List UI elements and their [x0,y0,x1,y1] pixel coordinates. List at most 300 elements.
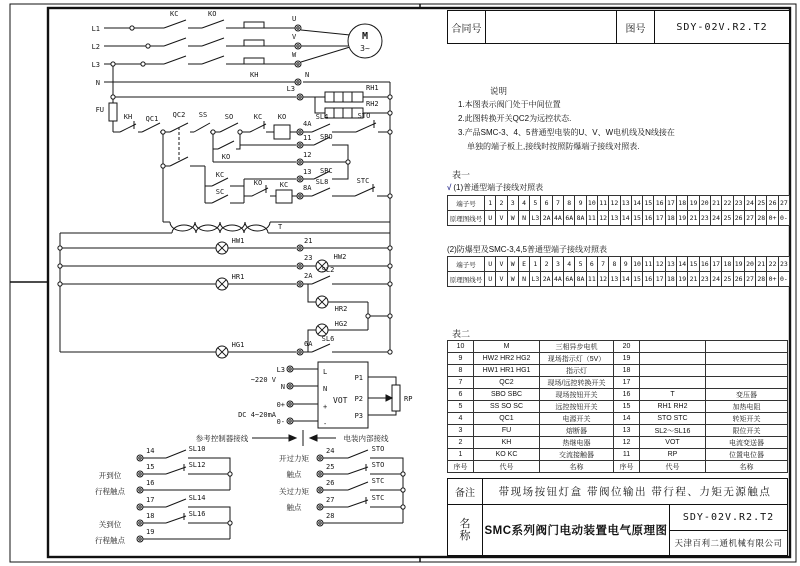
wire-label: DC 4~20mA [238,411,276,419]
drawing-no-value: SDY-02V.R2.T2 [676,21,768,33]
table-row [448,353,788,365]
transformer-label: T [278,223,283,231]
wire-label: STC [356,177,370,185]
table-cell: 14 [621,211,632,226]
table-cell: 9 [575,196,586,211]
table-cell: 19 [734,257,745,272]
table-cell: 代号 [640,461,706,473]
table-cell [640,353,706,365]
table-cell: 13 [621,196,632,211]
table-cell [640,341,706,353]
wire-label: 0- [276,418,285,426]
table-cell: U [485,272,496,287]
wire-label: SL4 [315,113,329,121]
wire-label: SL16 [188,510,206,518]
table-cell: 23 [700,272,711,287]
table-cell: 指示灯 [540,365,614,377]
table-cell: 28 [756,272,767,287]
table-cell: 3 [553,257,564,272]
table-cell: 原理图线号 [448,272,485,287]
internal-wiring-label: 电装内部接线 [343,434,389,443]
vot-label: VOT [333,396,348,405]
table-cell: SL2～SL16 [640,425,706,437]
wire-label: RH2 [366,100,379,108]
wire-label: N [95,79,100,87]
table-cell: 现场按钮开关 [540,389,614,401]
kh-heater-icon [244,58,264,64]
table-row [448,377,788,389]
table-cell: 28 [756,211,767,226]
wire-label: 25 [326,463,335,471]
table-cell: 0+ [767,272,778,287]
table-cell: 0- [779,211,790,226]
table-cell: 21 [756,257,767,272]
lamp-hr1 [216,278,228,290]
table-cell: U [485,211,496,226]
table-cell: 14 [632,196,643,211]
table-cell: 转矩开关 [706,413,788,425]
notes-heading: 说明 [490,86,508,96]
wire-label: RP [404,395,413,403]
wire-label: 26 [326,479,335,487]
wire-label: SO [224,113,234,121]
table-cell [640,377,706,389]
table-cell: 11 [587,211,598,226]
table-cell: 25 [722,211,733,226]
table-cell: 12 [609,196,620,211]
table-cell: 27 [779,196,790,211]
table-cell: 2 [448,437,474,449]
open-limit-label: 开到位 [98,471,122,480]
table-cell: 13 [609,272,620,287]
table-cell: 6 [587,257,598,272]
table-cell: 3 [448,425,474,437]
table-cell: 6 [448,389,474,401]
table-cell: 26 [767,196,778,211]
table-cell: 11 [598,196,609,211]
table-cell [706,365,788,377]
wire-label: 2A [304,272,313,280]
table-cell: KO KC [474,449,540,461]
wire-label: L3 [91,61,100,69]
table-cell: RP [640,449,706,461]
table-cell: 变压器 [706,389,788,401]
boundary-arrow-right [289,435,296,441]
wire-label: SL10 [188,445,206,453]
vot-pin-label: N [323,385,328,393]
table-cell: SBO SBC [474,389,540,401]
table-cell [640,365,706,377]
wire-label: SBO [320,133,333,141]
table-cell: 27 [745,272,756,287]
wire-label: 21 [304,237,313,245]
table-cell: 现场指示灯（5V） [540,353,614,365]
table-cell: 17 [654,272,665,287]
sub2-title-text: (2)防爆型及SMC-3,4,5普通型端子接线对照表 [447,245,608,254]
table-cell [706,341,788,353]
table-cell: 8A [575,211,586,226]
table-cell: 15 [632,211,643,226]
boundary-arrow-left [310,435,317,441]
table-cell: 电源开关 [540,413,614,425]
table-cell: 原理图线号 [448,211,485,226]
wire-label: RH1 [366,84,379,92]
table-cell: 0- [779,272,790,287]
table-cell: N [519,272,530,287]
external-wiring-label: 参考控制器接线 [195,434,249,443]
table-cell: 序号 [448,461,474,473]
table-cell: 23 [700,211,711,226]
wire-label: 13 [303,168,312,176]
wire-label: 19 [146,528,155,536]
wire-label: 4A [303,120,312,128]
remark-text: 带现场按钮灯盒 带阀位输出 带行程、力矩无源触点 [498,486,772,498]
wire-label: QC1 [145,115,159,123]
note-line: 1.本图表示阀门处于中间位置 [458,100,561,109]
wire-label: 18 [146,512,155,520]
table-row [448,341,788,353]
close-torque-label: 关过力矩 [279,487,309,496]
wire-label: HW2 [333,253,347,261]
table-cell: 13 [666,257,677,272]
table-cell: SS SO SC [474,401,540,413]
wire-label: KH [250,71,259,79]
table-row [448,437,788,449]
notes-block [458,84,788,154]
table-cell: 17 [654,211,665,226]
table-cell: 11 [587,272,598,287]
table-cell: 4 [564,257,575,272]
wire-label: 23 [304,254,313,262]
table-cell: 名称 [706,461,788,473]
transformer-secondary [172,225,268,233]
wire-label: L2 [91,43,100,51]
wire-label: STO [371,461,385,469]
remark-label: 备注 [448,479,483,504]
wire-label: 11 [303,134,312,142]
wire-label: HR2 [334,305,348,313]
table-cell: 16 [643,211,654,226]
wire-label: V [292,33,297,41]
table-cell: 10 [587,196,598,211]
circuit-labels [92,10,413,545]
wire-label: KO [221,153,231,161]
table-cell: 2A [541,272,552,287]
wire-label: QC2 [172,111,186,119]
table-cell: 16 [643,272,654,287]
name-block [447,505,788,556]
table-cell: 14 [677,257,688,272]
wire-label: 24 [326,447,335,455]
lamp-hg1 [216,346,228,358]
table-cell: 26 [734,272,745,287]
note-line: 2.此图转换开关QC2为远控状态. [458,114,572,123]
table-cell: 8 [564,196,575,211]
contract-no-label: 合同号 [448,11,486,43]
wire-label: 8A [303,184,312,192]
table-cell: 3 [508,196,519,211]
wire-label: L1 [91,25,100,33]
table-cell: HW1 HR1 HG1 [474,365,540,377]
wire-label: 0+ [276,401,285,409]
table-cell: 加热电阻 [706,401,788,413]
lamp-hr2 [316,296,328,308]
wire-label: KO [277,113,287,121]
table-cell: U [485,257,496,272]
table-cell: 19 [688,196,699,211]
table-cell: 端子号 [448,196,485,211]
table-cell: 10 [448,341,474,353]
table-cell: KH [474,437,540,449]
table-cell: 名称 [540,461,614,473]
wire-label: SL6 [321,335,335,343]
table-cell: 12 [614,437,640,449]
table-cell: 6A [564,272,575,287]
table-cell: 16 [614,389,640,401]
table-cell: 17 [614,377,640,389]
table-cell: N [519,211,530,226]
table-cell: 远控按钮开关 [540,401,614,413]
table-cell: 18 [614,365,640,377]
name-label: 名称 [459,518,471,542]
table-cell: 19 [677,211,688,226]
vot-pin-label: + [323,403,328,411]
table-cell: 端子号 [448,257,485,272]
table-cell: 23 [779,257,790,272]
table-cell: VOT [640,437,706,449]
table-cell: 4 [519,196,530,211]
table-cell: 9 [621,257,632,272]
wire-label: KC [215,171,225,179]
wire-label: KC [253,113,263,121]
company-name: 天津百利二通机械有限公司 [674,537,783,548]
table-cell: 11 [614,449,640,461]
table-cell: 13 [609,211,620,226]
table-cell: 6 [541,196,552,211]
wire-label: 27 [326,496,335,504]
wire-label: HR1 [231,273,245,281]
table-cell: FU [474,425,540,437]
table-cell: 24 [745,196,756,211]
table-cell: 11 [643,257,654,272]
table-cell: 2A [541,211,552,226]
table-cell: 限位开关 [706,425,788,437]
table-cell [706,353,788,365]
table-cell: 15 [614,401,640,413]
terminal-table-normal [447,195,790,226]
wire-label: ~220 V [250,376,276,384]
component-table [447,340,788,473]
table-cell: 10 [632,257,643,272]
title-block [447,10,790,44]
travel-contact-label: 行程触点 [95,487,125,496]
table-cell: 21 [688,272,699,287]
table-cell: HW2 HR2 HG2 [474,353,540,365]
table-cell: QC1 [474,413,540,425]
vot-pin-label: P1 [354,374,363,382]
table-cell: 热继电器 [540,437,614,449]
wire-label: FU [95,106,104,114]
table-cell: 17 [711,257,722,272]
table-cell: 18 [666,272,677,287]
wire-label: 16 [146,479,155,487]
wire-label: HW1 [231,237,245,245]
wire-label: STO [371,445,385,453]
contact-label: 触点 [286,503,302,512]
wire-label: SC [215,188,225,196]
kh-heater-icon [244,40,264,46]
switch-blades [120,20,376,523]
note-line: 3.产品SMC-3、4、5普通型电装的U、V、W电机线及N线接在 [458,128,675,137]
table-cell: W [508,211,519,226]
table-row [448,401,788,413]
table-cell: 5 [575,257,586,272]
table-cell: L3 [530,272,541,287]
wire-label: SL2 [321,266,335,274]
table-cell: 8 [609,257,620,272]
table-cell: T [640,389,706,401]
table-cell: 序号 [614,461,640,473]
note-line: 单独的端子板上,接线时按照防爆端子接线对照表. [467,142,640,151]
wire-label: KO [253,179,263,187]
table-cell: 19 [614,353,640,365]
wire-label: HG2 [334,320,348,328]
table-cell: W [508,257,519,272]
wire-label: L3 [276,366,285,374]
table-cell: 20 [745,257,756,272]
contract-no-value [486,11,617,43]
table-cell: 交流接触器 [540,449,614,461]
table-cell: 电流变送器 [706,437,788,449]
table-cell: 14 [621,272,632,287]
table-cell: 16 [654,196,665,211]
wire-label: KO [208,10,217,18]
table-cell: 7 [598,257,609,272]
table-cell: 12 [598,272,609,287]
table-cell: 27 [745,211,756,226]
table-cell: 24 [711,211,722,226]
table-cell [706,377,788,389]
table-cell: 16 [700,257,711,272]
wire-label: SL8 [315,178,329,186]
table-cell: 2 [496,196,507,211]
table-cell: 1 [448,449,474,461]
table-cell: 20 [700,196,711,211]
table-cell: 15 [643,196,654,211]
wire-label: STO [357,112,371,120]
vot-pin-label: - [323,420,328,428]
table-row [448,257,790,272]
table-cell: 25 [722,272,733,287]
table-cell: 1 [530,257,541,272]
coil-ko [274,125,290,139]
drawing-no-label: 图号 [617,11,655,43]
travel-contact-label: 行程触点 [95,536,125,545]
table-cell: 17 [666,196,677,211]
table-row [448,449,788,461]
table-cell: 现场/远控转换开关 [540,377,614,389]
drawing-number: SDY-02V.R2.T2 [670,505,787,531]
remark-bar [447,478,788,505]
table-cell: QC2 [474,377,540,389]
table-cell: 18 [677,196,688,211]
table-cell: 26 [734,211,745,226]
resistor-rh1 [325,92,363,102]
table-cell: 14 [614,413,640,425]
table-cell: W [508,272,519,287]
rp-potentiometer [386,385,400,411]
table1-heading: 表一 [452,170,471,180]
wire-label: L3 [286,85,295,93]
table-cell: 13 [614,425,640,437]
wire-label: KC [279,181,289,189]
lamp-hw1 [216,242,228,254]
table-cell: 7 [448,377,474,389]
table-cell: 23 [734,196,745,211]
wire-label: SBC [320,167,333,175]
wire-label: SL14 [188,494,206,502]
table-cell: 0+ [767,211,778,226]
table-cell: 18 [722,257,733,272]
table-cell: L3 [530,211,541,226]
terminal-table-explosionproof [447,256,790,287]
table-cell: 20 [614,341,640,353]
table-row [448,196,790,211]
check-mark: √ [447,183,452,192]
table-cell: 21 [688,211,699,226]
table-cell: 1 [485,196,496,211]
table-cell: 代号 [474,461,540,473]
wire-label: N [280,383,285,391]
wire-label: KC [170,10,179,18]
table-cell: E [519,257,530,272]
table-cell: 7 [553,196,564,211]
table-cell: 25 [756,196,767,211]
table-cell: 位置电位器 [706,449,788,461]
table-cell: RH1 RH2 [640,401,706,413]
wire-label: STC [371,494,385,502]
name-label-cell [448,505,483,555]
table-cell: 4 [448,413,474,425]
table-row [448,413,788,425]
table-cell: 12 [654,257,665,272]
wire-label: SL12 [188,461,206,469]
table-row [448,365,788,377]
wire-label: U [292,15,297,23]
table-cell: 4A [553,211,564,226]
table-cell: 5 [448,401,474,413]
wire-label: STC [371,477,385,485]
table-cell: 19 [677,272,688,287]
open-torque-label: 开过力矩 [279,454,309,463]
wire-label: KH [123,113,133,121]
table-cell: 2 [541,257,552,272]
table-cell: 6A [564,211,575,226]
fuse-icon [109,103,117,121]
contact-label: 触点 [286,470,302,479]
table-cell: 熔断器 [540,425,614,437]
wire-label: 14 [146,447,155,455]
table-cell: 8 [448,365,474,377]
table-cell: M [474,341,540,353]
table-cell: 18 [666,211,677,226]
table1-sub1-title [447,182,543,193]
sub1-title-text: (1)普通型端子接线对照表 [453,183,544,192]
table-row [448,211,790,226]
table-cell: 21 [711,196,722,211]
wire-label: SS [198,111,208,119]
wire-label: N [305,71,310,79]
